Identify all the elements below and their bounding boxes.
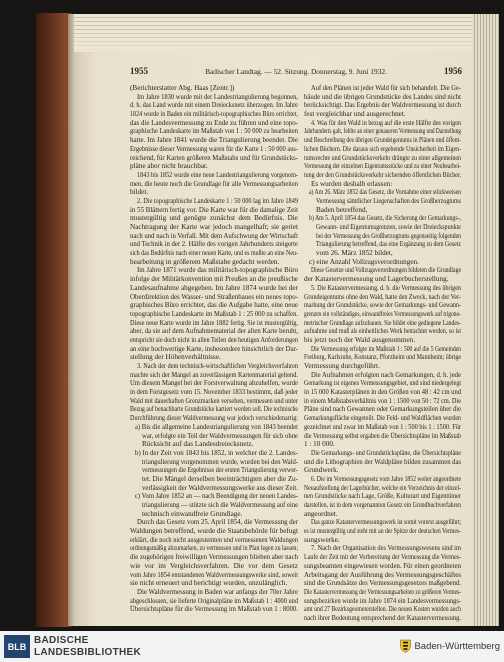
text-line-content: b) Am 5. April 1854 das Gesetz, die Sicherung der Gemarkungs-, (309, 214, 461, 223)
library-banner (0, 631, 504, 662)
text-line-content: Vermessung durchgeführt. (304, 362, 380, 370)
text-line (304, 258, 461, 267)
paragraph (130, 423, 298, 449)
text-line (304, 266, 461, 275)
text-line-content: nen Grundstücke nach Lage, Größe, Kulturart und Eigentümer (304, 492, 461, 501)
text-line-content: es ist mustergültig und steht mit an der Spitze der deutschen Vermes- (304, 527, 461, 536)
text-line-content: angeordnet. (304, 509, 338, 518)
text-line-content: war, erfolgte ein Teil der Waldvermessungen für sich ohne (142, 431, 298, 440)
text-line-content: reichend, für Karten größeren Maßstabs und für Grundstücks- (130, 153, 298, 162)
paragraph (304, 84, 461, 119)
text-line-content: Oberdirektion des Wasser- und Straßenbaues ein neues topo- (130, 292, 298, 301)
text-line (130, 232, 298, 241)
paragraph (304, 188, 461, 214)
text-line-content: in 55 Blättern fertig vor. Die Karte war für die damalige Zeit (130, 205, 298, 214)
text-line-content: lichen Büchern. Die daraus sich ergebende Unsicherheit im Eigen- (304, 144, 461, 153)
paragraph (130, 588, 298, 614)
text-line-content: bei der Vermessung des Großherzogtums gegenseitig folgenden (316, 231, 461, 240)
text-line (130, 475, 298, 484)
text-line (304, 249, 461, 258)
paragraph (130, 197, 298, 267)
text-line-content: sie nicht erneuert und berichtigt wurden, unzulänglich. (130, 579, 288, 588)
text-line (304, 223, 461, 232)
text-line (304, 240, 461, 249)
text-line (304, 510, 461, 519)
text-line-content: Grundwerk. (304, 466, 339, 475)
text-line (130, 527, 298, 536)
text-line (304, 84, 461, 93)
text-line-content: triangulierung — stützte sich die Waldvermessung auf eine (142, 501, 298, 509)
text-line-content: 2. Die topographische Landeskarte 1 : 50 000 lag im Jahre 1849 (137, 196, 298, 205)
text-line (304, 301, 461, 310)
text-line-content: Ergebnisse dieser Vermessung waren für die Karte 1 : 50 000 aus- (130, 144, 298, 153)
text-line-content: sich das Bedürfnis nach einer neuen Karte, und es mußte an eine Neu- (130, 249, 298, 258)
text-line (130, 101, 298, 110)
paragraph (304, 284, 461, 345)
text-line-content: markung der Grundstücke, sowie der Gemarkungs- und Gewann- (304, 301, 461, 310)
text-line-content: gezeichnet und zwar im Maßstab von 1 : 500 bis 1 : 1500. Für (304, 422, 461, 431)
text-line (304, 605, 461, 614)
text-line (304, 440, 461, 449)
text-column-left (130, 84, 298, 614)
text-line-content: b) In der Zeit von 1843 bis 1852, in welcher die 2. Landes- (135, 448, 298, 457)
text-line (304, 136, 461, 145)
text-line-content: fest vergleichbar und ausgerechnet. (304, 110, 406, 119)
text-line (130, 284, 298, 293)
text-line (304, 145, 461, 154)
paragraph (304, 214, 461, 257)
text-line-content: 4. Was für den Wald in bezug auf die erste Hälfte des vorigen (311, 118, 461, 127)
text-line-content: 5. Die Katastervermessung, d. h. die Vermessung des übrigen (311, 283, 461, 292)
text-line (304, 414, 461, 423)
paragraph (304, 475, 461, 518)
text-line-content: grenzen ein vollständiges, einwandfreies Vermessungswerk auf trigono- (304, 309, 461, 318)
text-line (130, 510, 298, 519)
text-line (304, 527, 461, 536)
text-line (130, 223, 298, 232)
text-line (130, 379, 298, 388)
paragraph (130, 171, 298, 197)
text-line-content: Rücksicht auf das Landesdreiecksnetz. (142, 440, 254, 449)
text-line (304, 518, 461, 527)
text-line (304, 310, 461, 319)
text-line-content: amt und 27 Bezirksgeometerstellen. Die neuen Kosten wurden auch (304, 605, 461, 614)
text-line (130, 240, 298, 249)
text-line (304, 614, 461, 623)
text-line-content: Bezug auf benachbarte Grundstücke kartiert werden soll. Die technische (130, 405, 298, 414)
running-header (130, 66, 462, 78)
text-line (304, 197, 461, 206)
text-line-content: graphische Landeskarte im Maßstab von 1 : 50 000 zu bearbeiten (130, 127, 298, 136)
text-line-content: bildet. (130, 188, 149, 197)
text-line-content: pläne aber nicht brauchbar. (130, 162, 208, 171)
paragraph (304, 266, 461, 283)
paragraph (130, 362, 298, 423)
text-line-content: Freiburg, Karlsruhe, Konstanz, Pforzheim und Mannheim; übrige (304, 353, 461, 362)
text-line-content: Triangulierung betreffend, das eine Ergänzung zu dem Gesetz (316, 240, 461, 249)
text-line (304, 353, 461, 362)
text-line-content: Neuaufstellung der Lagerbücher, welche ein Verzeichnis der einzel- (304, 483, 461, 492)
text-line (130, 562, 298, 571)
text-line (304, 501, 461, 510)
text-line-content: Wald mit dauerhaften Grenzmarken versehen, vermessen und unter (130, 396, 298, 405)
text-line-content: Im Jahre 1830 wurde mit der Landestriangulierung begonnen, (137, 92, 298, 101)
text-line (304, 110, 461, 119)
paragraph (304, 119, 461, 180)
text-line-content: verlässigkeit der Waldvermessungswerke aus dieser Zeit. (142, 483, 298, 492)
text-line-content: ordnungsmäßig abzumarken, zu vermessen und in Plan legen zu lassen; (130, 544, 298, 553)
text-line-content: in dem Forstgesetz vom 15. November 1833 bestimmt, daß jeder (130, 388, 298, 397)
text-line-content: nach ihrer Bedeutung entsprechend der Katastervermessung. (304, 613, 461, 622)
text-line (304, 449, 461, 458)
text-line (130, 84, 298, 93)
text-line-content: Waldungen betreffend, wurde die Staatsbehörde für befugt (130, 527, 298, 536)
text-line-content: Landesaufnahme abgegeben. Im Jahre 1874 wurde bei der (130, 283, 298, 292)
text-line-content: Gemarkungsfläche eingeteilt. Die Feld- und Waldflächen wurden (304, 414, 461, 423)
text-line-content: bearbeitung in größerem Maßstabe gedacht werden. (130, 257, 280, 266)
text-line (304, 284, 461, 293)
text-line-content: sind die Grundsätze des Vermessungsgesetzes maßgebend. (304, 579, 461, 588)
text-line-content: mustergültig und genügte zunächst dem Bedürfnis. Die (130, 214, 298, 223)
text-line (304, 232, 461, 241)
text-line (304, 275, 461, 284)
text-line (130, 501, 298, 510)
text-line-content: technisch einwandfreie Grundlage. (142, 509, 243, 518)
text-line (130, 605, 298, 614)
text-line (304, 432, 461, 441)
text-line-content: aufnahme und muß als einheitliches Werk betrachtet werden, so ist (304, 327, 461, 336)
text-line-content: Das ganze Katastervermessungswerk ist somit vorerst ausgeführt; (311, 518, 461, 527)
text-line (304, 362, 461, 371)
text-line-content: die zugehörigen freiwilligen Vermessungen blieben aber nach (130, 553, 298, 562)
text-line-content: a) Am 26. März 1852 das Gesetz, die Vornahme einer stückweisen (309, 188, 461, 197)
text-line (130, 432, 298, 441)
text-line-content: Grundeigentums ohne den Wald, hatte den Zweck, nach der Ver- (304, 292, 461, 301)
text-line (304, 188, 461, 197)
text-line (304, 327, 461, 336)
text-line (130, 458, 298, 467)
library-name-line1: BADISCHE (34, 635, 89, 646)
text-line-content: an eine hochwertige Karte, insbesondere hinsichtlich der Dar- (130, 344, 298, 353)
text-line (304, 544, 461, 553)
text-line (304, 484, 461, 493)
text-line (304, 119, 461, 128)
text-line (130, 518, 298, 527)
paragraph (130, 449, 298, 492)
paragraph (304, 518, 461, 544)
text-line-content: (Berichterstatter Abg. Haas [Zentr.]) (130, 84, 235, 92)
text-line-content: sungsbeamten eingewiesen worden. Für einen geordneten (304, 561, 461, 570)
text-line (130, 553, 298, 562)
text-line (130, 362, 298, 371)
text-line (130, 180, 298, 189)
text-line-content: 1824 wurde in Baden ein militärisch-topographisches Büro errichtet, (130, 110, 298, 119)
text-line (130, 301, 298, 310)
text-line-content: bäude und die übrigen Grundstücke des Landes sind nicht (304, 92, 461, 101)
text-line-content: Jahrhunderts galt, fehlte an einer genaueren Vermessung und Darstellung (304, 127, 461, 136)
text-line-content: triangulierung vorgenommen wurde, wurden bei den Wald- (142, 457, 298, 466)
text-line-content: Vermessung der einzelnen Eigentumsstücke und zu einer Neubearbei- (304, 162, 461, 171)
page-edges-top (74, 14, 499, 52)
text-line-content: und Beschreibung des übrigen Grundeigentums in Plänen und öffent- (304, 136, 461, 145)
text-line-content: Vermessung sämtlicher Liegenschaften des Großherzogtums (316, 196, 461, 205)
text-line (130, 353, 298, 362)
text-line (130, 214, 298, 223)
text-line-content: tung der den Grundstücksverkehr sichernden öffentlichen Bücher. (304, 170, 461, 179)
state-brand[interactable] (400, 639, 500, 653)
text-line-content: Baden betreffend, (316, 205, 368, 214)
text-line-content: sungswerke. (304, 535, 340, 544)
text-line (130, 188, 298, 197)
text-line-content: topographische Landeskarte im Maßstab 1 : 25 000 zu schaffen. (130, 309, 298, 318)
text-line-content: stellung der Höhenverhältnisse. (130, 353, 221, 362)
text-line (130, 136, 298, 145)
text-line-content: Auf den Plänen ist jeder Wald für sich behandelt. Die Ge- (311, 84, 461, 92)
text-line (130, 310, 298, 319)
text-line (304, 597, 461, 606)
text-line (304, 206, 461, 215)
text-line-content: vermessungen die Ergebnisse der ersten Triangulierung verwer- (142, 466, 298, 475)
text-line-content: Die Aufnahmen erfolgten nach Gemarkungen, d. h. jede (311, 370, 461, 379)
state-name: Baden-Württemberg (414, 640, 500, 652)
text-line (130, 197, 298, 206)
text-line-content: Die Waldvermessung in Baden war anfangs der 70er Jahre (137, 587, 298, 596)
text-line (304, 214, 461, 223)
paragraph (304, 544, 461, 622)
text-line-content: erklärt, die noch nicht ausgesteinten und vermessenen Waldungen (130, 535, 298, 544)
library-name-line2: LANDESBIBLIOTHEK (34, 646, 142, 658)
text-line (130, 258, 298, 267)
text-line-content: c) eine Anzahl Vollzugsverordnungen. (309, 257, 419, 266)
paragraph (304, 180, 461, 189)
text-line-content: Die Katastervermessung der Vermessungsarbeiten zu größeren Vermes- (304, 587, 461, 596)
library-name (34, 635, 141, 658)
paragraph (304, 258, 461, 267)
book-cover (36, 13, 72, 627)
text-line (130, 579, 298, 588)
text-line-content: nach und nach in Verfall. Mit dem Aufschwung der Wirtschaft (130, 231, 298, 240)
text-line-content: graphisches Büro errichtet, das die Aufgabe hatte, eine neue (130, 301, 298, 310)
page-number-left: 1955 (130, 66, 148, 76)
text-line-content: c) Vom Jahre 1852 an — nach Beendigung der neuen Landes- (135, 492, 298, 501)
paragraph (130, 84, 298, 93)
text-line-content: Die Vermessung erfolgte im Maßstab 1 : 500 auf die 5 Gemeinden (311, 344, 461, 353)
text-line-content: der Katastervermessung und Lagerbucherstellung. (304, 275, 449, 284)
text-line (130, 544, 298, 553)
text-line-content: darstellen, ist in dem vorgenannten Gesetz ein Grundbuchverfahren (304, 501, 461, 509)
text-line (130, 371, 298, 380)
text-line (130, 275, 298, 284)
text-line-content: tet. Die Mängel derselben beeinträchtigten aber die Zu- (142, 474, 298, 483)
text-line-content: 6. Die im Vermessungsgesetz vom Jahre 1852 weiter angeordnete (311, 474, 461, 483)
text-line-content: Arbeitsgang der Ausführung des Vermessungsgeschäftes (304, 570, 461, 579)
text-line (130, 110, 298, 119)
text-line (304, 588, 461, 597)
coat-of-arms-icon (400, 639, 411, 653)
text-line (130, 266, 298, 275)
text-line-content: 1 : 10 000. (304, 440, 335, 449)
text-line-content: metrischer Grundlage aufzubauen. Sie bildet eine gediegene Landes- (304, 318, 461, 327)
text-line (130, 449, 298, 458)
text-line (304, 405, 461, 414)
text-line (130, 492, 298, 501)
text-line-content: 1843 bis 1852 wurde eine neue Landestriangulierung vorgenom- (137, 170, 298, 179)
text-line (130, 405, 298, 414)
text-line (130, 319, 298, 328)
text-line-content: Die Gemarkungs- und Grundstückspläne, die Übersichtspläne (311, 448, 461, 457)
paragraph (130, 93, 298, 171)
page-number-right: 1956 (444, 66, 462, 76)
text-line-content: Um diesem Mangel bei der Forstverwaltung abzuhelfen, wurde (130, 379, 298, 388)
text-line-content: Durch das Gesetz vom 25. April 1854, die Vermessung der (137, 518, 298, 527)
text-line-content: entspricht sie doch nicht in allen Teilen den heutigen Anforderungen (130, 335, 298, 344)
paragraph (304, 449, 461, 475)
text-line-content: 7. Nach der Organisation des Vermessungswesens sind im (311, 544, 461, 553)
text-line-content: und Technik in der 2. Hälfte des vorigen Jahrhunderts steigerte (130, 240, 298, 249)
text-line (130, 588, 298, 597)
text-line-content: und die Lithographien der Waldpläne bilden zusammen das (304, 457, 461, 466)
text-line (304, 293, 461, 302)
text-line (130, 597, 298, 606)
text-line-content: men, die heute noch die Grundlage für alle Vermessungsarbeiten (130, 179, 298, 188)
text-line-content: infolge der Militärkonvention mit Preußen an die preußische (130, 275, 298, 284)
blb-logo[interactable]: BLB (4, 635, 30, 658)
text-line-content: Übersichtspläne für die Vermessung im Maßstab von 1 : 8000. (130, 605, 298, 614)
text-line-content: hatte. Im Jahre 1841 wurde die Triangulierung beendet. Die (130, 136, 298, 145)
text-line (130, 423, 298, 432)
header-title: Badischer Landtag. — 52. Sitzung. Donnerstag, 9. Juni 1932. (205, 67, 387, 76)
text-line-content: bis jetzt noch der Wald ausgenommen. (304, 335, 416, 344)
paragraph (304, 345, 461, 371)
text-line-content: vom 26. März 1852 bildet, (316, 249, 393, 258)
text-line-content: das die Landesvermessung zu Ende zu führen und eine topo- (130, 118, 298, 127)
text-line-content: wie vor im Vergleichsverfahren. Die vor dem Gesetz (130, 561, 298, 570)
text-line (130, 162, 298, 171)
text-line (304, 180, 461, 189)
text-line (304, 571, 461, 580)
text-line (130, 397, 298, 406)
text-line-content: Pläne sind nach Gewannen oder Gemarkungsteilen über die (304, 405, 461, 414)
text-line (130, 127, 298, 136)
text-line-content: berücksichtigt. Das Ergebnis der Waldvermessung ist durch (304, 101, 461, 110)
text-line (304, 492, 461, 501)
text-line (304, 466, 461, 475)
text-line (130, 536, 298, 545)
text-line (304, 553, 461, 562)
text-line-content: aber, da sie auf dem Aufnahmematerial der alten Karte beruht, (130, 327, 298, 336)
text-line (304, 154, 461, 163)
paragraph (130, 492, 298, 518)
text-line-content: 3. Nach der dem technisch-wirtschaftlichen Vergleichsverfahren (137, 362, 298, 370)
text-line (304, 371, 461, 380)
text-line-content: Durchführung dieser Waldvermessung war jedoch verschiedenartig: (130, 414, 298, 423)
text-line (304, 345, 461, 354)
text-line-content: Es wurden deshalb erlassen: (311, 179, 393, 188)
text-line-content: die Vermessung selbst ergaben die Übersichtspläne im Maßstab (304, 431, 461, 440)
paragraph (130, 518, 298, 588)
text-line (304, 458, 461, 467)
text-line (130, 336, 298, 345)
text-line (304, 388, 461, 397)
text-line (130, 345, 298, 354)
text-line-content: d. h. das Land wurde mit einem Dreiecksnetz überzogen. Im Jahre (130, 101, 298, 110)
text-line (304, 579, 461, 588)
text-line-content: Nachtragung der Karte war jedoch mangelhaft; sie geriet (130, 223, 298, 231)
text-line-content: Diese neue Karte wurde im Jahre 1882 fertig. Sie ist mustergültig, (130, 318, 298, 327)
paragraph (130, 266, 298, 362)
text-line (130, 206, 298, 215)
text-line-content: Diese Gesetze und Vollzugsverordnungen bildeten die Grundlage (311, 266, 461, 275)
text-line (130, 484, 298, 493)
text-line (304, 423, 461, 432)
text-line (130, 93, 298, 102)
text-line-content: Gewann- und Eigentumsgrenzen, sowie der Dreieckspunkte (316, 223, 461, 231)
text-line (304, 475, 461, 484)
text-line-content: tumsrechte und Grundstücksverkehr drängte zu einer allgemeinen (304, 153, 461, 162)
text-line (304, 562, 461, 571)
text-column-right (304, 84, 461, 623)
text-line-content: in 15 000 Katasterplänen in den Größen von 48 : 42 cm und (304, 388, 461, 397)
text-line (304, 336, 461, 345)
paragraph (304, 371, 461, 449)
text-line-content: a) Bis die allgemeine Landestriangulierung von 1843 beendet (135, 422, 298, 431)
text-line-content: vom Jahre 1854 entstandenen Waldvermessungswerke sind, soweit (130, 570, 298, 579)
text-line (130, 171, 298, 180)
text-line-content: abgeschlossen, sie lieferte Originalpläne im Maßstab 1 : 4000 und (130, 596, 298, 605)
text-line (130, 388, 298, 397)
text-line (304, 127, 461, 136)
text-line (130, 571, 298, 580)
text-line (304, 319, 461, 328)
text-line (304, 93, 461, 102)
text-line (130, 440, 298, 449)
text-line-content: Laufe der Zeit mit der Vorbereitung der Vermessung die Vermes- (304, 553, 461, 562)
text-line (304, 101, 461, 110)
text-line (130, 293, 298, 302)
text-line-content: Gemarkung ist eigenes Vermessungsgebiet, und sind niedergelegt (304, 379, 461, 388)
text-line (130, 327, 298, 336)
text-line (304, 379, 461, 388)
text-line (130, 249, 298, 258)
text-line (130, 119, 298, 128)
text-line (130, 154, 298, 163)
text-line (304, 397, 461, 406)
text-line (304, 536, 461, 545)
text-line-content: machte sich der Mangel an zuverlässigem Kartenmaterial geltend. (130, 370, 298, 379)
text-line (130, 414, 298, 423)
text-line-content: in einem Maßstabsverhältnis von 1 : 1500 von 50 : 72 cm. Die (304, 396, 461, 405)
page-edges-right (472, 14, 499, 626)
text-line (130, 145, 298, 154)
text-line-content: Im Jahre 1871 wurde das militärisch-topographische Büro (137, 266, 298, 275)
text-line (304, 171, 461, 180)
text-line (130, 466, 298, 475)
text-line (304, 162, 461, 171)
text-line-content: sungsbezirken wurde im Jahre 1874 ein Landesvermessungs- (304, 596, 461, 605)
